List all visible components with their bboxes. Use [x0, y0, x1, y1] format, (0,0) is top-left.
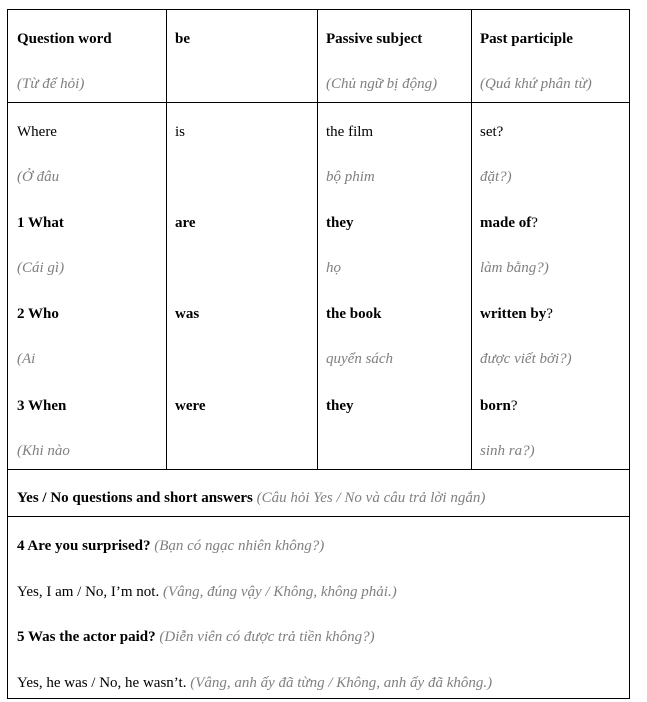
- be-verb: are: [175, 215, 196, 231]
- past-participle-bold: made of: [480, 215, 532, 231]
- past-participle-vi: làm bằng?): [480, 260, 549, 276]
- past-participle-tail: ?: [531, 215, 538, 231]
- be-verb: is: [175, 124, 186, 140]
- past-participle-tail: ?: [510, 398, 518, 414]
- passive-subject-vi: họ: [326, 260, 341, 276]
- question-text-vi: (Diễn viên có được trả tiền không?): [159, 629, 375, 645]
- passive-subject: they: [326, 215, 354, 231]
- passive-subject: the book: [326, 306, 382, 322]
- question-word-vi: (Cái gì): [17, 260, 65, 276]
- past-participle: [480, 397, 518, 415]
- section-title-vi: (Câu hỏi Yes / No và câu trả lời ngắn): [256, 490, 486, 506]
- section-heading: [17, 489, 485, 507]
- answer-text: Yes, I am / No, I’m not.: [17, 584, 160, 600]
- header-passive-subject-vi: (Chủ ngữ bị động): [326, 76, 438, 92]
- past-participle-bold: born: [480, 398, 511, 414]
- be-verb: was: [175, 306, 200, 322]
- answer-text-vi: (Vâng, anh ấy đã từng / Không, anh ấy đã không.): [190, 675, 493, 691]
- column-divider: [166, 10, 167, 469]
- question-word: 3 When: [17, 398, 67, 414]
- header-be: be: [175, 31, 190, 47]
- question-word-vi: (Ở đâu: [17, 169, 60, 185]
- answer-text: Yes, he was / No, he wasn’t.: [17, 675, 187, 691]
- question-word-vi: (Khi nào: [17, 443, 70, 459]
- past-participle: [480, 214, 538, 232]
- column-divider: [471, 10, 472, 469]
- question-text-vi: (Bạn có ngạc nhiên không?): [154, 538, 325, 554]
- grammar-table: [7, 9, 630, 699]
- past-participle: [480, 305, 553, 323]
- past-participle-vi: sinh ra?): [480, 443, 535, 459]
- row-divider: [8, 102, 629, 103]
- question-word-vi: (Ai: [17, 351, 36, 367]
- passive-subject-vi: quyển sách: [326, 351, 394, 367]
- passive-subject: the film: [326, 124, 374, 140]
- example-question: [17, 537, 324, 555]
- row-divider: [8, 469, 629, 470]
- header-past-participle-vi: (Quá khứ phân từ): [480, 76, 592, 92]
- question-text: 4 Are you surprised?: [17, 538, 151, 554]
- example-answer: [17, 674, 492, 692]
- question-word: 1 What: [17, 215, 64, 231]
- example-answer: [17, 583, 397, 601]
- example-question: [17, 628, 375, 646]
- header-question-word-vi: (Từ để hỏi): [17, 76, 85, 92]
- column-divider: [317, 10, 318, 469]
- header-past-participle: Past participle: [480, 31, 573, 47]
- question-word: Where: [17, 124, 57, 140]
- past-participle: set?: [480, 124, 504, 140]
- question-word: 2 Who: [17, 306, 59, 322]
- question-text: 5 Was the actor paid?: [17, 629, 156, 645]
- section-title: Yes / No questions and short answers: [17, 490, 253, 506]
- header-passive-subject: Passive subject: [326, 31, 423, 47]
- answer-text-vi: (Vâng, đúng vậy / Không, không phải.): [162, 584, 397, 600]
- row-divider: [8, 516, 629, 517]
- passive-subject: they: [326, 398, 354, 414]
- past-participle-tail: ?: [546, 306, 553, 322]
- passive-subject-vi: bộ phim: [326, 169, 375, 185]
- past-participle-bold: written by: [480, 306, 547, 322]
- be-verb: were: [175, 398, 206, 414]
- header-question-word: Question word: [17, 31, 112, 47]
- past-participle-vi: được viết bởi?): [480, 351, 572, 367]
- past-participle-vi: đặt?): [480, 169, 512, 185]
